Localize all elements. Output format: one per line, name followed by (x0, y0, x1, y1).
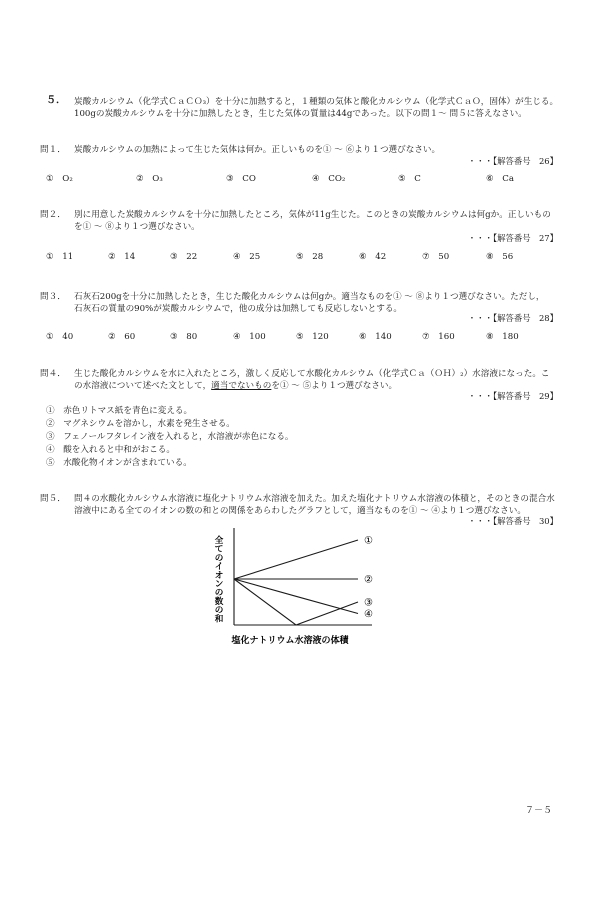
q1-label: 問１． (40, 145, 66, 155)
graph-ylabel-char: の (214, 553, 224, 564)
graph-xlabel: 塩化ナトリウム水溶液の体積 (231, 636, 349, 646)
graph-line-label: ② (364, 574, 373, 586)
q2-answer-number: ・・・【解答番号 27】 (467, 233, 558, 243)
q3-choice: ⑥ 140 (359, 332, 392, 342)
graph-ylabel-char: 数 (214, 596, 224, 607)
q2-choice: ⑤ 28 (296, 252, 324, 262)
page-number: ７－５ (524, 806, 552, 816)
graph-ylabel-char: ン (214, 579, 224, 590)
q3-text-line2: 石灰石の質量の90%が炭酸カルシウムで，他の成分は加熱しても反応しないとする。 (74, 304, 403, 314)
q1-text: 炭酸カルシウムの加熱によって生じた気体は何か。正しいものを① ～ ⑥より１つ選びなさい。 (74, 145, 441, 155)
q3-choice: ③ 80 (170, 332, 198, 342)
q3-choice: ① 40 (46, 332, 74, 342)
problem-intro-line2: 100gの炭酸カルシウムを十分に加熱したとき，生じた気体の質量は44gであった。以下の問１～ 問５に答えなさい。 (74, 109, 527, 119)
graph-ylabel (215, 534, 224, 624)
q4-statement: ④ 酸を入れると中和がおこる。 (46, 445, 175, 455)
q3-label: 問３． (40, 292, 66, 302)
q3-choice: ⑤ 120 (296, 332, 329, 342)
q1-choice: ③ CO (226, 174, 256, 184)
q5-text-line1: 問４の水酸化カルシウム水溶液に塩化ナトリウム水溶液を加えた。加えた塩化ナトリウム水溶液の体積と，そのときの混合水 (74, 494, 555, 504)
q1-choice: ⑤ C (398, 174, 421, 184)
q3-choice: ④ 100 (233, 332, 266, 342)
q2-choice: ② 14 (108, 252, 136, 262)
q4-text-line2-pre: の水溶液について述べた文として， (74, 381, 212, 391)
q1-choice: ① O₂ (46, 174, 73, 184)
q4-text-line1: 生じた酸化カルシウムを水に入れたところ，激しく反応して水酸化カルシウム（化学式Ｃａ（ＯＨ）₂）水溶液になった。こ (74, 369, 550, 379)
graph-line-label: ④ (364, 609, 373, 620)
q3-answer-number: ・・・【解答番号 28】 (467, 313, 558, 323)
q2-choice: ① 11 (46, 252, 74, 262)
q4-answer-number: ・・・【解答番号 29】 (467, 391, 558, 401)
problem-intro-line1: 炭酸カルシウム（化学式ＣａＣＯ₃）を十分に加熱すると，１種類の気体と酸化カルシウム（化学式ＣａＯ，固体）が生じる。 (74, 97, 559, 107)
q3-choice: ② 60 (108, 332, 136, 342)
q2-choice: ③ 22 (170, 252, 198, 262)
q3-text-line1: 石灰石200gを十分に加熱したとき，生じた酸化カルシウムは何gか。適当なものを① ～ ⑧より１つ選びなさい。ただし， (74, 292, 545, 302)
graph-ylabel-char: の (214, 588, 224, 599)
graph-line-label: ③ (364, 597, 373, 609)
graph-ylabel-char: オ (214, 570, 224, 581)
q5-text-line2: 溶液中にある全てのイオンの数の和との関係をあらわしたグラフとして，適当なものを① ～ ④より１つ選びなさい。 (74, 506, 526, 516)
graph-ylabel-char: 和 (214, 614, 224, 625)
q2-choice: ④ 25 (233, 252, 261, 262)
q2-choice: ⑦ 50 (422, 252, 450, 262)
q5-label: 問５． (40, 494, 66, 504)
q2-text-line2: を① ～ ⑧より１つ選びなさい。 (74, 222, 200, 232)
q3-choice: ⑧ 180 (486, 332, 519, 342)
graph-line-4 (234, 579, 358, 614)
q4-statement: ③ フェノールフタレイン液を入れると，水溶液が赤色になる。 (46, 432, 294, 442)
q5-answer-number: ・・・【解答番号 30】 (467, 516, 558, 526)
q1-choice: ⑥ Ca (486, 174, 514, 184)
graph-ylabel-char: て (214, 544, 224, 555)
q4-text-underlined: 適当でないもの (211, 381, 272, 391)
q1-choice: ④ CO₂ (312, 174, 346, 184)
graph-ylabel-char: の (214, 605, 224, 616)
q4-label: 問４． (40, 369, 66, 379)
q4-statement: ① 赤色リトマス紙を青色に変える。 (46, 406, 193, 416)
q4-text-line2-post: を① ～ ⑤より１つ選びなさい。 (271, 381, 398, 391)
q1-answer-number: ・・・【解答番号 26】 (467, 156, 558, 166)
graph-line-3 (234, 579, 358, 625)
graph-ylabel-char: イ (214, 562, 224, 573)
problem-number: ５． (46, 95, 66, 106)
q3-choice: ⑦ 160 (422, 332, 455, 342)
graph-ylabel-char: 全 (214, 536, 224, 546)
graph-line-label: ① (364, 535, 373, 547)
q1-choice: ② O₃ (136, 174, 163, 184)
q4-statement: ⑤ 水酸化物イオンが含まれている。 (46, 458, 192, 468)
q2-text-line1: 別に用意した炭酸カルシウムを十分に加熱したところ，気体が11g生じた。このときの炭酸カルシウムは何gか。正しいもの (74, 210, 551, 220)
q2-choice: ⑥ 42 (359, 252, 387, 262)
graph-line-1 (234, 540, 358, 579)
q2-label: 問２． (40, 210, 66, 220)
q2-choice: ⑧ 56 (486, 252, 514, 262)
q4-statement: ② マグネシウムを溶かし，水素を発生させる。 (46, 419, 235, 429)
